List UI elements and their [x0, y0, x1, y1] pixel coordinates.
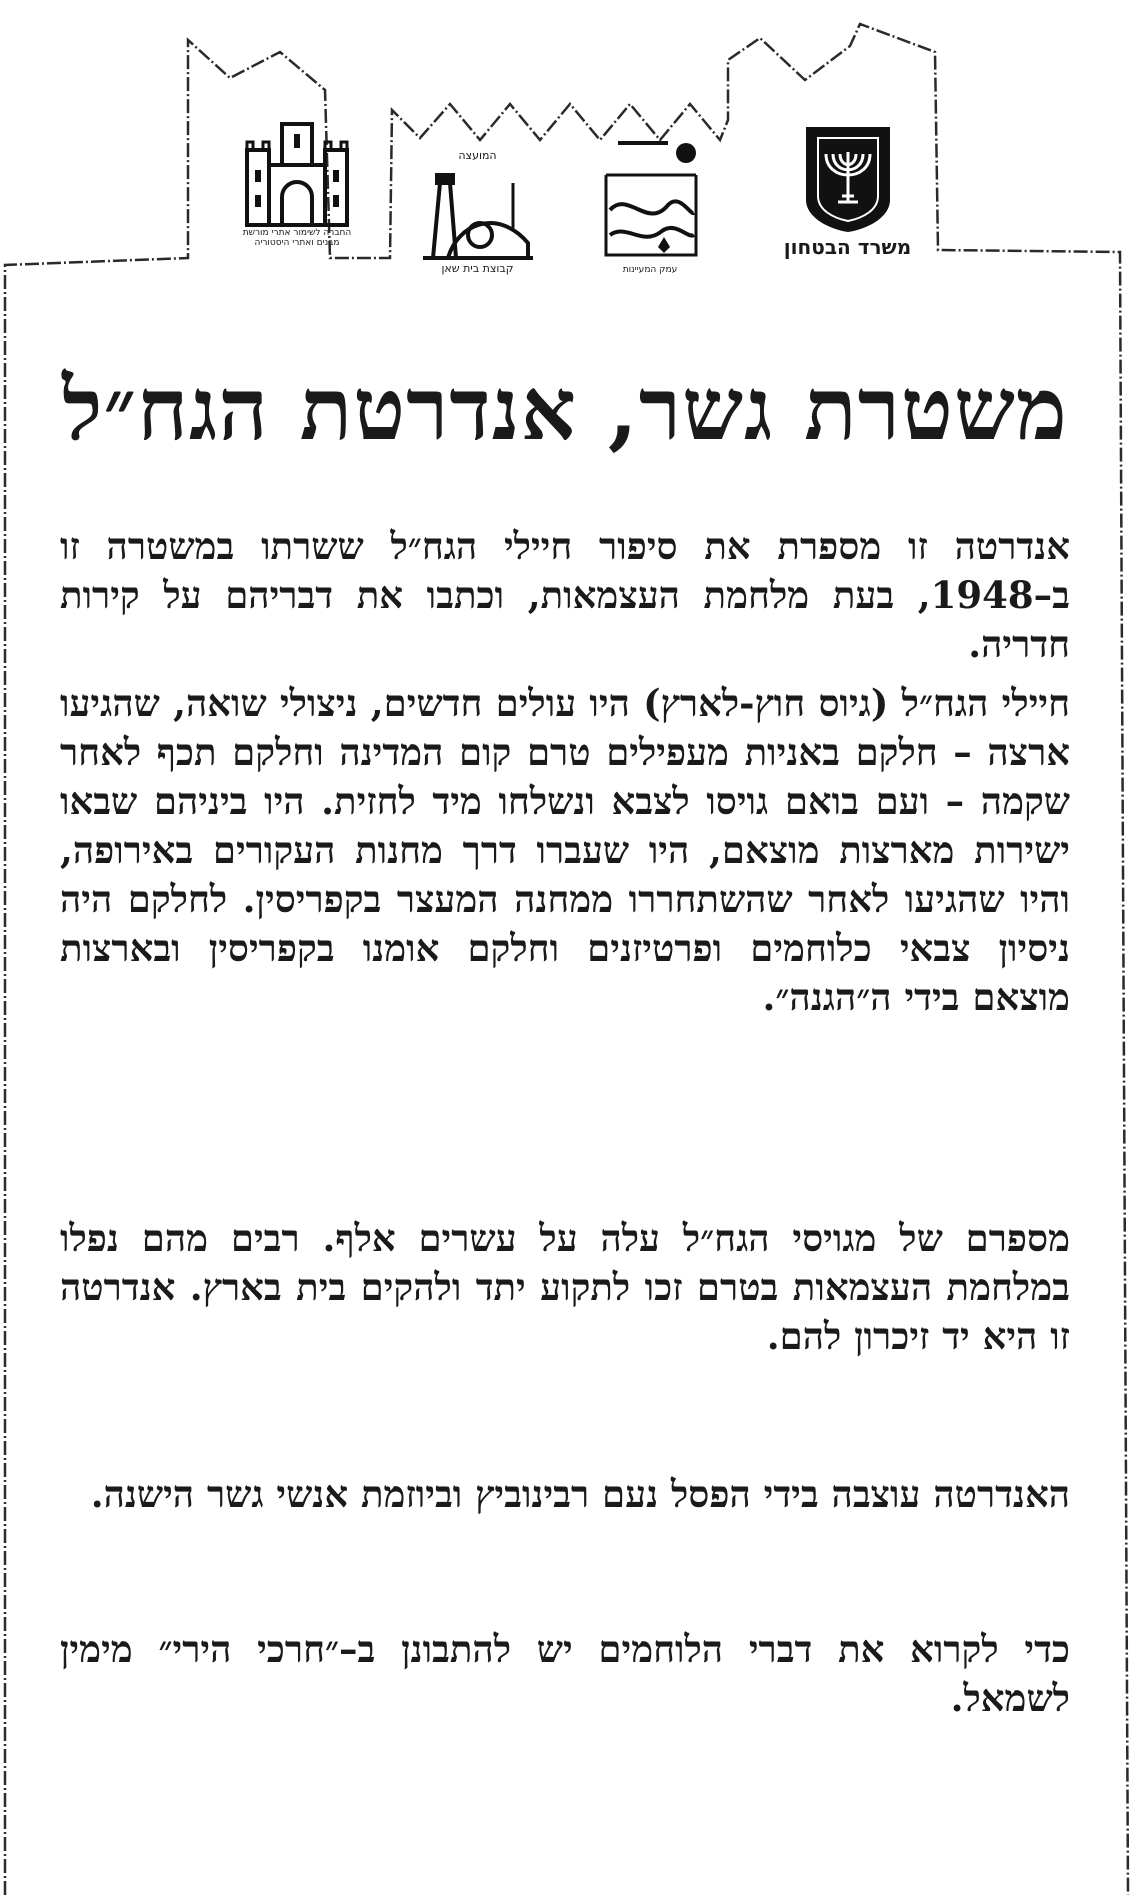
valley-council-logo — [595, 135, 705, 295]
valley-council-caption: עמק המעיינות — [622, 265, 678, 275]
paragraph-numbers: מספרם של מגויסי הגח״ל עלה על עשרים אלף. רבים מהם נפלו במלחמת העצמאות בטרם זכו לתקוע יתד ולהקים בית בארץ. אנדרטה זו היא יד זיכרון להם. — [60, 1216, 1070, 1358]
ministry-caption: משרד הבטחון — [783, 235, 912, 259]
council-logo — [405, 150, 550, 310]
paragraph-designer: האנדרטה עוצבה בידי הפסל נעם רבינוביץ וביוזמת אנשי גשר הישנה. — [90, 1472, 1070, 1516]
council-top-text: המועצה — [458, 149, 497, 162]
heritage-society-caption-2: מבנים ואתרי היסטוריה — [254, 238, 340, 249]
paragraph-soldiers-background: חיילי הגח״ל (גיוס חוץ-לארץ) היו עולים חדשים, ניצולי שואה, שהגיעו ארצה – חלקם באניות מעפילים טרם קום המדינה וחלקם תכף לאחר שקמה – ועם בואם גויסו לצבא ונשלחו מיד לחזית. היו ביניהם שבאו ישירות מארצות מוצאם, היו שעברו דרך מחנות העקורים באירופה, והיו שהגיעו לאחר שהשתחררו ממחנה המעצר בקפריסין. לחלקם היה ניסיון צבאי כלוחמים ופרטיזנים וחלקם אומנו בקפריסין ובארצות מוצאם בידי ה״הגנה״. — [60, 681, 1070, 1019]
paragraph-intro: אנדרטה זו מספרת את סיפור חיילי הגח״ל ששרתו במשטרה זו ב–1948, בעת מלחמת העצמאות, וכתבו את דבריהם על קירות חדריה. — [60, 524, 1070, 666]
sign-title: משטרת גשר, אנדרטת הגח״ל — [62, 359, 1068, 460]
ministry-of-defense-logo — [760, 122, 935, 282]
watchtower-icon — [418, 163, 538, 263]
heritage-society-caption: החברה לשימור אתרי מורשת — [242, 228, 352, 238]
valley-landscape-icon — [598, 135, 703, 265]
state-emblem-icon — [798, 122, 898, 234]
heritage-society-logo — [212, 120, 382, 280]
council-caption: קבוצת בית שאן — [441, 261, 514, 275]
castle-icon — [242, 120, 352, 228]
paragraph-reading-instructions: כדי לקרוא את דברי הלוחמים יש להתבונן ב–״חרכי הירי״ מימין לשמאל. — [60, 1627, 1070, 1720]
